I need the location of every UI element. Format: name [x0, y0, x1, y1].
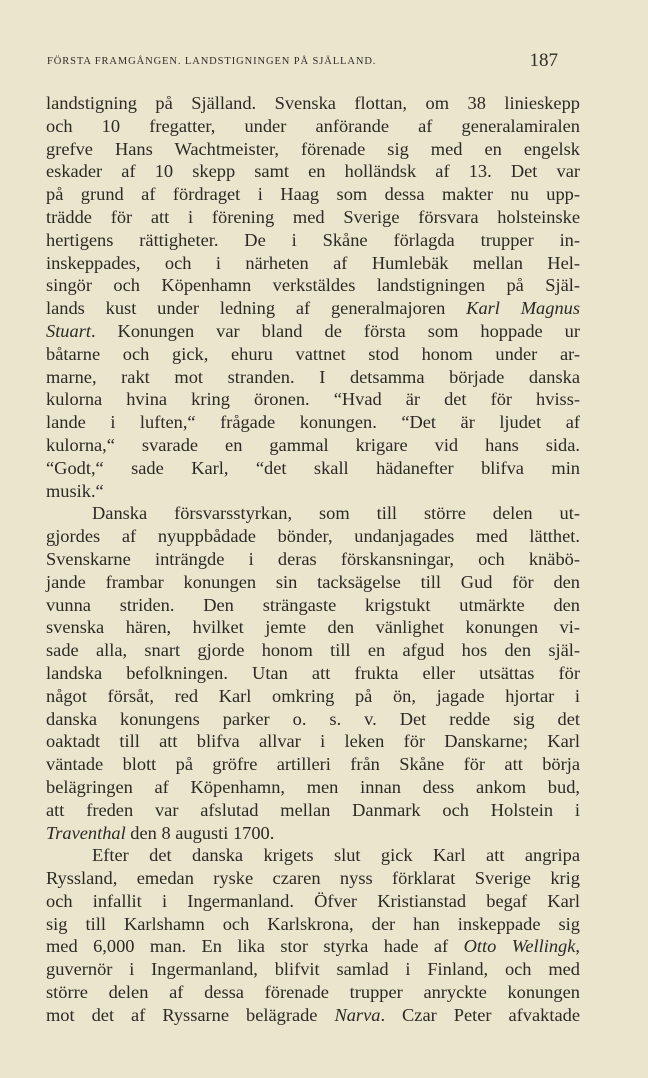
text-line [46, 229, 580, 252]
text-line [46, 160, 580, 183]
text-line [46, 92, 580, 115]
text-segment: landska befolkningen. Utan att frukta eller utsättas för [46, 662, 580, 683]
text-segment: gjordes af nyuppbådade bönder, undanjagades med lätthet. [46, 526, 580, 547]
text-line [46, 708, 580, 731]
text-line [46, 753, 580, 776]
text-line [46, 935, 580, 958]
text-segment: båtarne och gick, ehuru vattnet stod honom under ar- [46, 343, 580, 364]
text-line [46, 388, 580, 411]
text-segment: Svenskarne inträngde i deras förskansningar, och knäbö- [46, 548, 580, 569]
text-segment: att freden var afslutad mellan Danmark och Holstein i [46, 799, 580, 820]
text-segment: inskeppades, och i närheten af Humlebäk mellan Hel- [46, 252, 580, 273]
text-line [46, 890, 580, 913]
text-line [46, 480, 580, 503]
text-segment: och infallit i Ingermanland. Öfver Kristianstad begaf Karl [46, 890, 580, 911]
text-segment: Danska försvarsstyrkan, som till större delen ut- [92, 503, 580, 524]
italic-name: Traventhal [46, 822, 126, 843]
text-segment: något försåt, red Karl omkring på ön, jagade hjortar i [46, 685, 580, 706]
body-text [46, 92, 580, 1027]
text-segment: på grund af fördraget i Haag som dessa makter nu upp- [46, 184, 580, 205]
text-segment: . Czar Peter afvaktade [380, 1004, 580, 1025]
text-segment: landstigning på Själland. Svenska flottan, om 38 linieskepp [46, 93, 580, 113]
text-segment: trädde för att i förening med Sverige försvara holsteinske [46, 206, 580, 227]
text-segment: vunna striden. Den strängaste krigstukt utmärkte den [46, 594, 580, 615]
text-line [46, 958, 580, 981]
running-title: FÖRSTA FRAMGÅNGEN. LANDSTIGNINGEN PÅ SJÄLLAND. [47, 56, 377, 67]
text-segment: singör och Köpenhamn verkstäldes landstigningen på Själ- [46, 275, 580, 296]
text-segment: danska konungens parker o. s. v. Det redde sig det [46, 708, 580, 729]
text-line [46, 822, 580, 845]
text-line [46, 343, 580, 366]
text-segment: . Konungen var bland de första som hoppade ur [90, 320, 580, 341]
text-line [46, 776, 580, 799]
text-line [46, 274, 580, 297]
text-line [46, 411, 580, 434]
text-segment: den 8 augusti 1700. [125, 822, 275, 843]
text-line [46, 730, 580, 753]
text-segment: och 10 fregatter, under anförande af generalamiralen [46, 115, 580, 136]
italic-name: Stuart [46, 320, 91, 341]
text-segment: jande frambar konungen sin tacksägelse till Gud för den [46, 571, 580, 592]
italic-name: Narva [334, 1004, 381, 1025]
italic-name: Otto Wellingk [463, 936, 576, 957]
text-line [46, 366, 580, 389]
text-line [46, 320, 580, 343]
text-line [46, 525, 580, 548]
text-line [46, 1004, 580, 1027]
text-segment: Efter det danska krigets slut gick Karl att angripa [92, 845, 580, 866]
text-line [46, 639, 580, 662]
text-segment: kulorna hvina kring öronen. “Hvad är det för hviss- [46, 389, 580, 410]
text-segment: svenska hären, hvilket jemte den vänlighet konungen vi- [46, 617, 580, 638]
text-segment: guvernör i Ingermanland, blifvit samlad i Finland, och med [46, 959, 580, 980]
italic-name: Karl Magnus [466, 298, 580, 319]
text-segment: Ryssland, emedan ryske czaren nyss förklarat Sverige krig [46, 868, 580, 889]
text-segment: större delen af dessa förenade trupper anryckte konungen [46, 982, 580, 1003]
text-line [46, 434, 580, 457]
text-segment: grefve Hans Wachtmeister, förenade sig med en engelsk [46, 138, 580, 159]
text-segment: sig till Karlshamn och Karlskrona, der han inskeppade sig [46, 913, 580, 934]
text-line [46, 297, 580, 320]
text-segment: , [575, 936, 580, 957]
text-line [46, 252, 580, 275]
text-line [46, 115, 580, 138]
text-line [46, 662, 580, 685]
text-segment: mot det af Ryssarne belägrade [46, 1004, 335, 1025]
text-line [46, 685, 580, 708]
page-number: 187 [529, 50, 558, 71]
text-line [46, 616, 580, 639]
text-line [46, 502, 580, 525]
text-segment: lande i luften,“ frågade konungen. “Det är ljudet af [46, 412, 580, 433]
text-segment: marne, rakt mot stranden. I detsamma började danska [46, 366, 580, 387]
text-segment: lands kust under ledning af generalmajoren [46, 298, 467, 319]
text-segment: belägringen af Köpenhamn, men innan dess ankom bud, [46, 776, 580, 797]
text-line [46, 867, 580, 890]
text-line [46, 981, 580, 1004]
text-segment: väntade blott på gröfre artilleri från Skåne för att börja [46, 754, 580, 775]
text-segment: kulorna,“ svarade en gammal krigare vid hans sida. [46, 434, 580, 455]
text-segment: “Godt,“ sade Karl, “det skall hädanefter blifva min [46, 457, 580, 478]
text-line [46, 594, 580, 617]
text-line [46, 206, 580, 229]
text-line [46, 457, 580, 480]
text-segment: musik.“ [46, 480, 104, 501]
text-line [46, 799, 580, 822]
text-line [46, 571, 580, 594]
text-segment: sade alla, snart gjorde honom till en afgud hos den själ- [46, 640, 580, 661]
text-line [46, 138, 580, 161]
text-line [46, 183, 580, 206]
text-line [46, 548, 580, 571]
text-segment: hertigens rättigheter. De i Skåne förlagda trupper in- [46, 229, 580, 250]
text-line [46, 913, 580, 936]
text-segment: oaktadt till att blifva allvar i leken för Danskarne; Karl [46, 731, 580, 752]
text-segment: eskader af 10 skepp samt en holländsk af 13. Det var [46, 161, 580, 182]
page-header [47, 50, 558, 72]
text-segment: med 6,000 man. En lika stor styrka hade af [46, 936, 464, 957]
text-line [46, 844, 580, 867]
